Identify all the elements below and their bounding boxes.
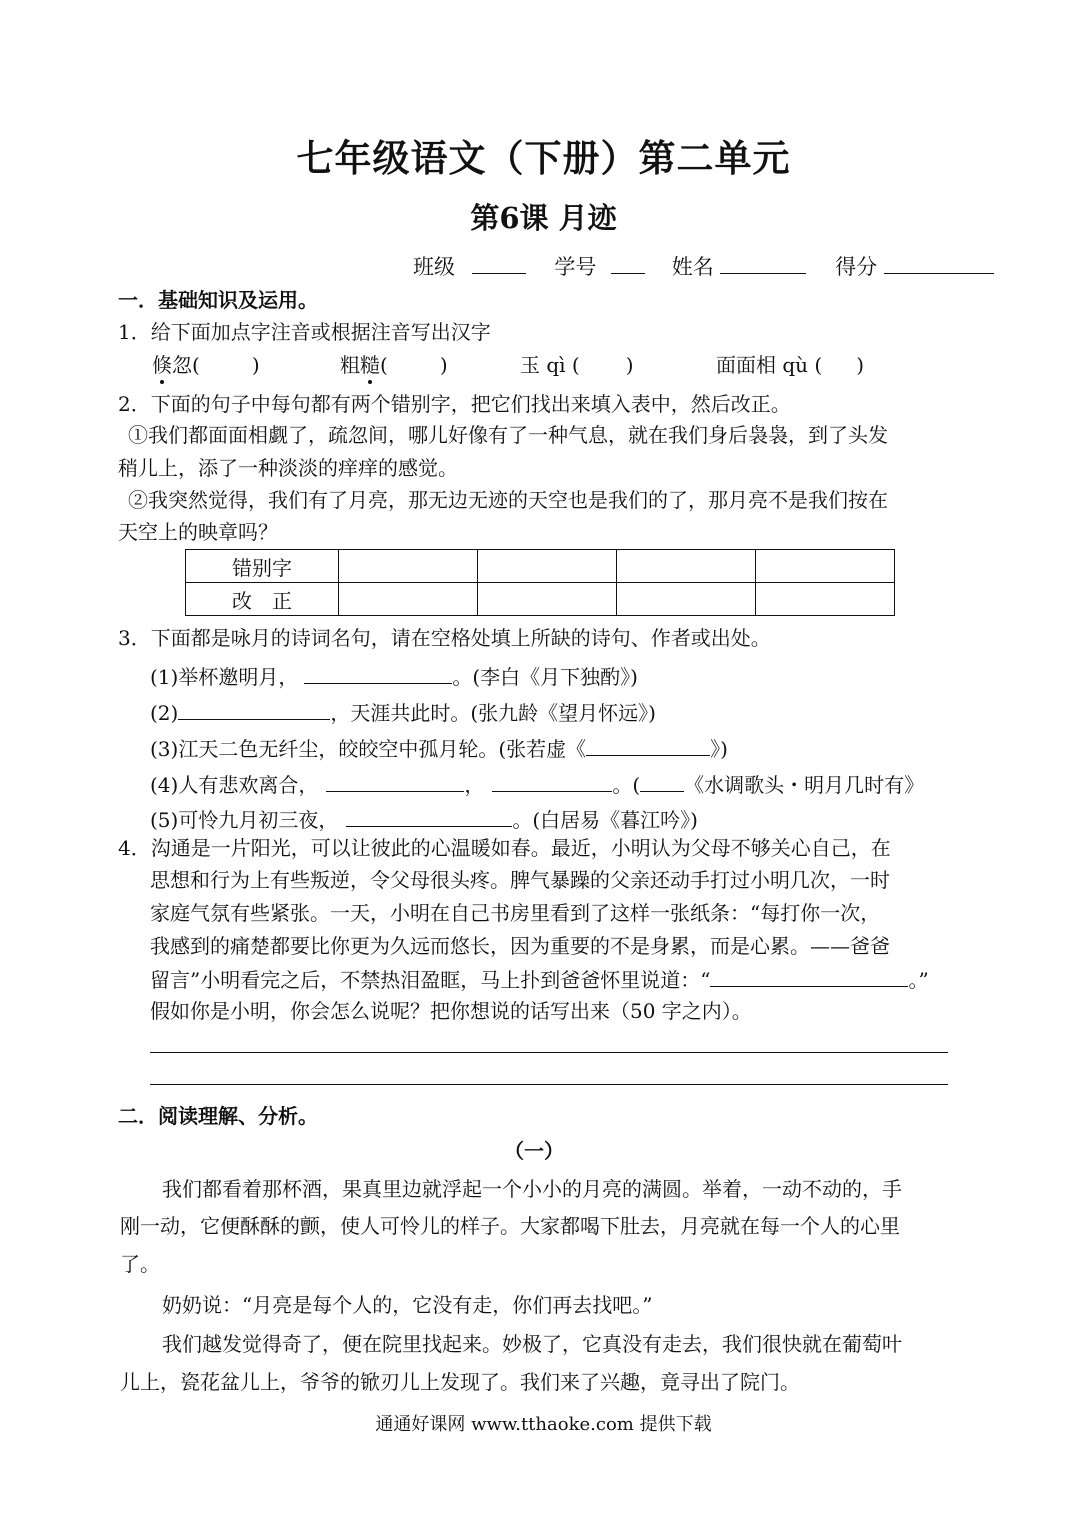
q1-item-close: )	[439, 353, 448, 377]
poem-text: 《水调歌头・明月几时有》	[684, 773, 925, 797]
q2-sentence-2-line-1: ②我突然觉得，我们有了月亮，那无边无迹的天空也是我们的了，那月亮不是我们按在	[128, 488, 888, 512]
q3-line-3	[150, 735, 728, 761]
q1-item-close: )	[251, 353, 260, 377]
passage-p1-line-2: 刚一动，它便酥酥的颤，使人可怜儿的样子。大家都喝下肚去，月亮就在每一个人的心里	[120, 1214, 900, 1238]
section1-heading: 一．基础知识及运用。	[118, 288, 318, 312]
q1-item-2	[340, 352, 448, 377]
q4-line-1: 4．沟通是一片阳光，可以让彼此的心温暖如春。最近，小明认为父母不够关心自己，在	[118, 836, 891, 860]
poem-text: (2)	[150, 701, 179, 725]
poem-blank[interactable]	[586, 735, 710, 756]
table-cell[interactable]	[339, 583, 478, 616]
passage-p1-line-1: 我们都看着那杯酒，果真里边就浮起一个小小的月亮的满圆。举着，一动不动的，手	[162, 1177, 902, 1201]
worksheet-title: 七年级语文（下册）第二单元	[296, 136, 791, 180]
answer-line-1[interactable]	[150, 1052, 948, 1053]
poem-text: (1)举杯邀明月，	[150, 665, 299, 689]
passage-p3-line-1: 我们越发觉得奇了，便在院里找起来。妙极了，它真没有走去，我们很快就在葡萄叶	[162, 1332, 902, 1356]
table-cell[interactable]	[617, 550, 756, 583]
passage-p3-line-2: 儿上，瓷花盆儿上，爷爷的锨刃儿上发现了。我们来了兴趣，竟寻出了院门。	[120, 1370, 800, 1394]
q1-item-4	[716, 352, 864, 377]
poem-text: 。(李白《月下独酌》)	[452, 665, 638, 689]
q1-item-close: )	[856, 353, 865, 377]
q4-line-6: 假如你是小明，你会怎么说呢？把你想说的话写出来（50 字之内）。	[150, 999, 752, 1023]
q1-answer-3[interactable]	[580, 352, 626, 372]
poem-text: 。(	[612, 773, 641, 797]
table-cell[interactable]	[339, 550, 478, 583]
q1-item-close: )	[625, 353, 634, 377]
poem-blank[interactable]	[304, 663, 452, 684]
q3-line-4	[150, 771, 924, 797]
poem-text: 。(白居易《暮江吟》)	[512, 808, 698, 832]
poem-text: ，	[464, 773, 485, 797]
class-label: 班级	[413, 255, 455, 279]
q4-text: 。”	[908, 968, 929, 992]
q4-line-5	[150, 966, 929, 992]
table-row-label: 错别字	[186, 550, 339, 583]
poem-text: (5)可怜九月初三夜，	[150, 808, 339, 832]
q4-line-4: 我感到的痛楚都要比你更为久远而悠长，因为重要的不是身累，而是心累。——爸爸	[150, 934, 890, 958]
footer-credit: 通通好课网 www.tthaoke.com 提供下载	[375, 1414, 712, 1435]
number-label: 学号	[554, 255, 597, 279]
table-cell[interactable]	[478, 583, 617, 616]
q3-prompt: 3．下面都是咏月的诗词名句，请在空格处填上所缺的诗句、作者或出处。	[118, 626, 771, 650]
q1-prompt: 1．给下面加点字注音或根据注音写出汉字	[118, 320, 491, 344]
reading-part-label: （一）	[504, 1139, 564, 1163]
q2-prompt: 2．下面的句子中每句都有两个错别字，把它们找出来填入表中，然后改正。	[118, 392, 791, 416]
poem-text: (4)人有悲欢离合，	[150, 773, 319, 797]
number-field[interactable]	[611, 253, 645, 274]
poem-blank[interactable]	[178, 699, 330, 720]
q3-line-2	[150, 699, 656, 725]
q1-item-text: (	[380, 353, 388, 377]
q4-line-3: 家庭气氛有些紧张。一天，小明在自己书房里看到了这样一张纸条：“每打你一次，	[150, 901, 881, 925]
q2-sentence-2-line-2: 天空上的映章吗？	[118, 520, 278, 544]
table-row	[186, 583, 895, 616]
answer-line-2[interactable]	[150, 1084, 948, 1085]
poem-blank[interactable]	[640, 771, 684, 792]
q1-item-text: 粗	[340, 353, 360, 377]
q1-item-1	[152, 352, 260, 377]
passage-p1-line-3: 了。	[120, 1252, 160, 1276]
q1-item-text: 面面相 qù (	[716, 353, 823, 377]
poem-blank[interactable]	[326, 771, 464, 792]
q1-answer-1[interactable]	[200, 352, 252, 372]
q4-line-2: 思想和行为上有些叛逆，令父母很头疼。脾气暴躁的父亲还动手打过小明几次，一时	[150, 868, 890, 892]
q2-sentence-1-line-2: 稍儿上，添了一种淡淡的痒痒的感觉。	[118, 456, 458, 480]
dotted-char: 倏	[152, 353, 172, 377]
correction-table	[185, 549, 895, 616]
score-field[interactable]	[884, 253, 994, 274]
q3-line-5	[150, 806, 698, 832]
q1-item-text: 玉 qì (	[520, 353, 580, 377]
q4-text: 留言”小明看完之后，不禁热泪盈眶，马上扑到爸爸怀里说道：“	[150, 968, 711, 992]
name-field[interactable]	[720, 253, 806, 274]
dotted-char: 糙	[360, 353, 380, 377]
table-cell[interactable]	[478, 550, 617, 583]
poem-blank[interactable]	[346, 806, 512, 827]
q3-line-1	[150, 663, 638, 689]
table-row-label: 改 正	[186, 583, 339, 616]
poem-text: 》)	[710, 737, 728, 761]
name-label: 姓名	[671, 255, 714, 279]
section2-heading: 二．阅读理解、分析。	[118, 1104, 318, 1128]
table-row	[186, 550, 895, 583]
poem-text: ，天涯共此时。(张九龄《望月怀远》)	[330, 701, 656, 725]
q1-answer-4[interactable]	[822, 352, 856, 372]
q1-item-text: 忽(	[172, 353, 200, 377]
table-cell[interactable]	[617, 583, 756, 616]
table-cell[interactable]	[756, 550, 895, 583]
q1-answer-2[interactable]	[388, 352, 440, 372]
passage-p2: 奶奶说：“月亮是每个人的，它没有走，你们再去找吧。”	[162, 1293, 653, 1317]
poem-text: (3)江天二色无纤尘，皎皎空中孤月轮。(张若虚《	[150, 737, 587, 761]
q1-item-3	[520, 352, 634, 377]
q2-sentence-1-line-1: ①我们都面面相觑了，疏忽间，哪儿好像有了一种气息，就在我们身后袅袅，到了头发	[128, 423, 888, 447]
poem-blank[interactable]	[492, 771, 612, 792]
q4-quote-blank[interactable]	[710, 966, 908, 987]
lesson-title: 第6课 月迹	[470, 201, 617, 235]
header-fields	[413, 253, 994, 279]
class-field[interactable]	[472, 253, 526, 274]
table-cell[interactable]	[756, 583, 895, 616]
score-label: 得分	[835, 255, 878, 279]
